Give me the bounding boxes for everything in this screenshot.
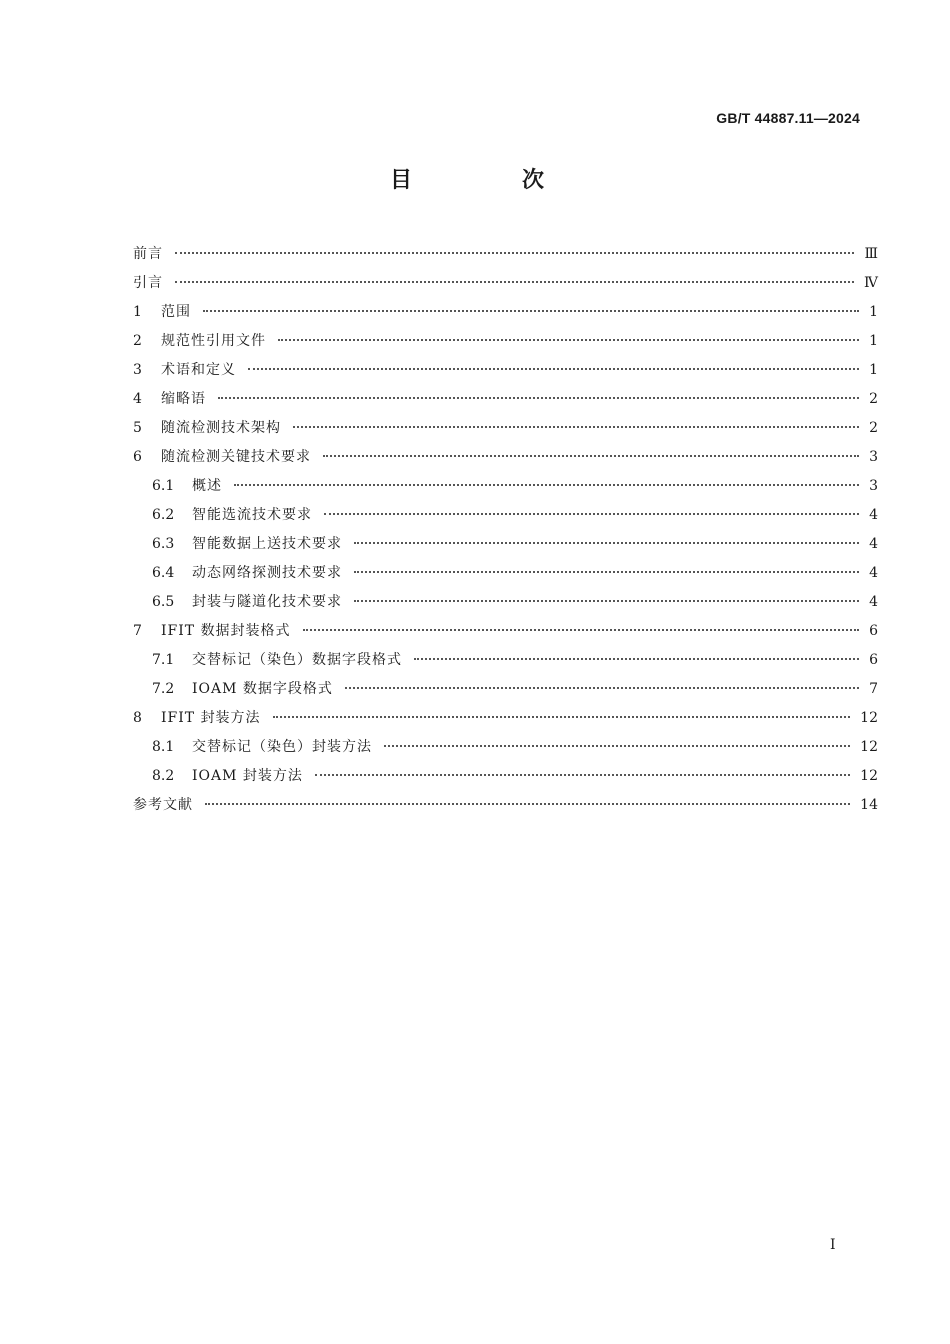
toc-label: 规范性引用文件 — [161, 333, 266, 349]
toc-section-number: 6.1 — [152, 478, 175, 494]
toc-entry-8-2[interactable] — [133, 762, 878, 791]
dot-leader — [303, 629, 860, 631]
toc-entry-7[interactable] — [133, 617, 878, 646]
dot-leader — [354, 571, 859, 573]
dot-leader — [414, 658, 859, 660]
dot-leader — [278, 339, 859, 341]
toc-label: 封装与隧道化技术要求 — [192, 594, 342, 610]
toc-page-number: 14 — [860, 797, 878, 813]
toc-page-number: 4 — [869, 507, 878, 523]
toc-label: IOAM 封装方法 — [192, 768, 303, 784]
toc-label: 交替标记（染色）数据字段格式 — [192, 652, 402, 668]
toc-label: IFIT 封装方法 — [161, 710, 261, 726]
dot-leader — [218, 397, 859, 399]
dot-leader — [205, 803, 850, 805]
dot-leader — [293, 426, 859, 428]
toc-section-number: 6.4 — [152, 565, 175, 581]
toc-entry-6[interactable] — [133, 443, 878, 472]
toc-label: 前言 — [133, 246, 163, 262]
toc-page-number: 1 — [869, 304, 878, 320]
toc-entry-2[interactable] — [133, 327, 878, 356]
toc-label: 动态网络探测技术要求 — [192, 565, 342, 581]
dot-leader — [315, 774, 850, 776]
dot-leader — [354, 600, 859, 602]
toc-entry-4[interactable] — [133, 385, 878, 414]
toc-entry-bibliography[interactable] — [133, 791, 878, 820]
toc-label: 范围 — [161, 304, 191, 320]
toc-page-number: 3 — [869, 449, 878, 465]
toc-section-number: 6.2 — [152, 507, 175, 523]
dot-leader — [345, 687, 859, 689]
toc-label: 随流检测技术架构 — [161, 420, 281, 436]
toc-section-number: 2 — [133, 333, 142, 349]
dot-leader — [323, 455, 859, 457]
page-title: 目 次 — [389, 168, 588, 193]
toc-section-number: 4 — [133, 391, 142, 407]
toc-section-number: 7 — [133, 623, 142, 639]
dot-leader — [354, 542, 859, 544]
dot-leader — [384, 745, 850, 747]
toc-label: IFIT 数据封装格式 — [161, 623, 291, 639]
toc-entry-6-3[interactable] — [133, 530, 878, 559]
toc-entry-5[interactable] — [133, 414, 878, 443]
toc-entry-introduction[interactable] — [133, 269, 878, 298]
toc-entry-6-1[interactable] — [133, 472, 878, 501]
toc-section-number: 8 — [133, 710, 142, 726]
toc-page-number: 7 — [869, 681, 878, 697]
toc-label: 术语和定义 — [161, 362, 236, 378]
dot-leader — [248, 368, 859, 370]
standard-code: GB/T 44887.11—2024 — [716, 110, 860, 126]
toc-entry-6-5[interactable] — [133, 588, 878, 617]
toc-page-number: 12 — [860, 710, 878, 726]
toc-section-number: 3 — [133, 362, 142, 378]
dot-leader — [273, 716, 851, 718]
toc-label: 智能数据上送技术要求 — [192, 536, 342, 552]
toc-page-number: 6 — [869, 623, 878, 639]
dot-leader — [203, 310, 859, 312]
toc-section-number: 7.2 — [152, 681, 175, 697]
toc-page-number: 4 — [869, 594, 878, 610]
toc-entry-8[interactable] — [133, 704, 878, 733]
toc-label: 概述 — [192, 478, 222, 494]
toc-page-number: 4 — [869, 536, 878, 552]
dot-leader — [175, 281, 854, 283]
toc-entry-3[interactable] — [133, 356, 878, 385]
toc-section-number: 6 — [133, 449, 142, 465]
toc-label: 智能选流技术要求 — [192, 507, 312, 523]
toc-page-number: Ⅳ — [864, 275, 878, 291]
dot-leader — [324, 513, 859, 515]
toc-page-number: 4 — [869, 565, 878, 581]
toc-entry-foreword[interactable] — [133, 240, 878, 269]
toc-section-number: 6.5 — [152, 594, 175, 610]
toc-label: 缩略语 — [161, 391, 206, 407]
toc-page-number: 2 — [869, 420, 878, 436]
toc-label: IOAM 数据字段格式 — [192, 681, 333, 697]
toc-section-number: 8.1 — [152, 739, 175, 755]
toc-page-number: 2 — [869, 391, 878, 407]
toc-page-number: 12 — [860, 739, 878, 755]
dot-leader — [234, 484, 859, 486]
toc-section-number: 8.2 — [152, 768, 175, 784]
toc-page-number: Ⅲ — [864, 246, 878, 262]
toc-entry-8-1[interactable] — [133, 733, 878, 762]
toc-section-number: 1 — [133, 304, 142, 320]
toc-page-number: 1 — [869, 362, 878, 378]
footer-page-number: Ⅰ — [830, 1237, 836, 1253]
toc-page-number: 3 — [869, 478, 878, 494]
toc-label: 参考文献 — [133, 797, 193, 813]
toc-page-number: 1 — [869, 333, 878, 349]
toc-entry-7-2[interactable] — [133, 675, 878, 704]
toc-entry-6-2[interactable] — [133, 501, 878, 530]
toc-section-number: 7.1 — [152, 652, 175, 668]
toc-entry-7-1[interactable] — [133, 646, 878, 675]
toc-label: 引言 — [133, 275, 163, 291]
toc-page-number: 6 — [869, 652, 878, 668]
dot-leader — [175, 252, 854, 254]
toc-entry-1[interactable] — [133, 298, 878, 327]
toc-section-number: 6.3 — [152, 536, 175, 552]
table-of-contents — [133, 240, 878, 820]
toc-page-number: 12 — [860, 768, 878, 784]
toc-entry-6-4[interactable] — [133, 559, 878, 588]
toc-label: 交替标记（染色）封装方法 — [192, 739, 372, 755]
toc-label: 随流检测关键技术要求 — [161, 449, 311, 465]
toc-section-number: 5 — [133, 420, 142, 436]
